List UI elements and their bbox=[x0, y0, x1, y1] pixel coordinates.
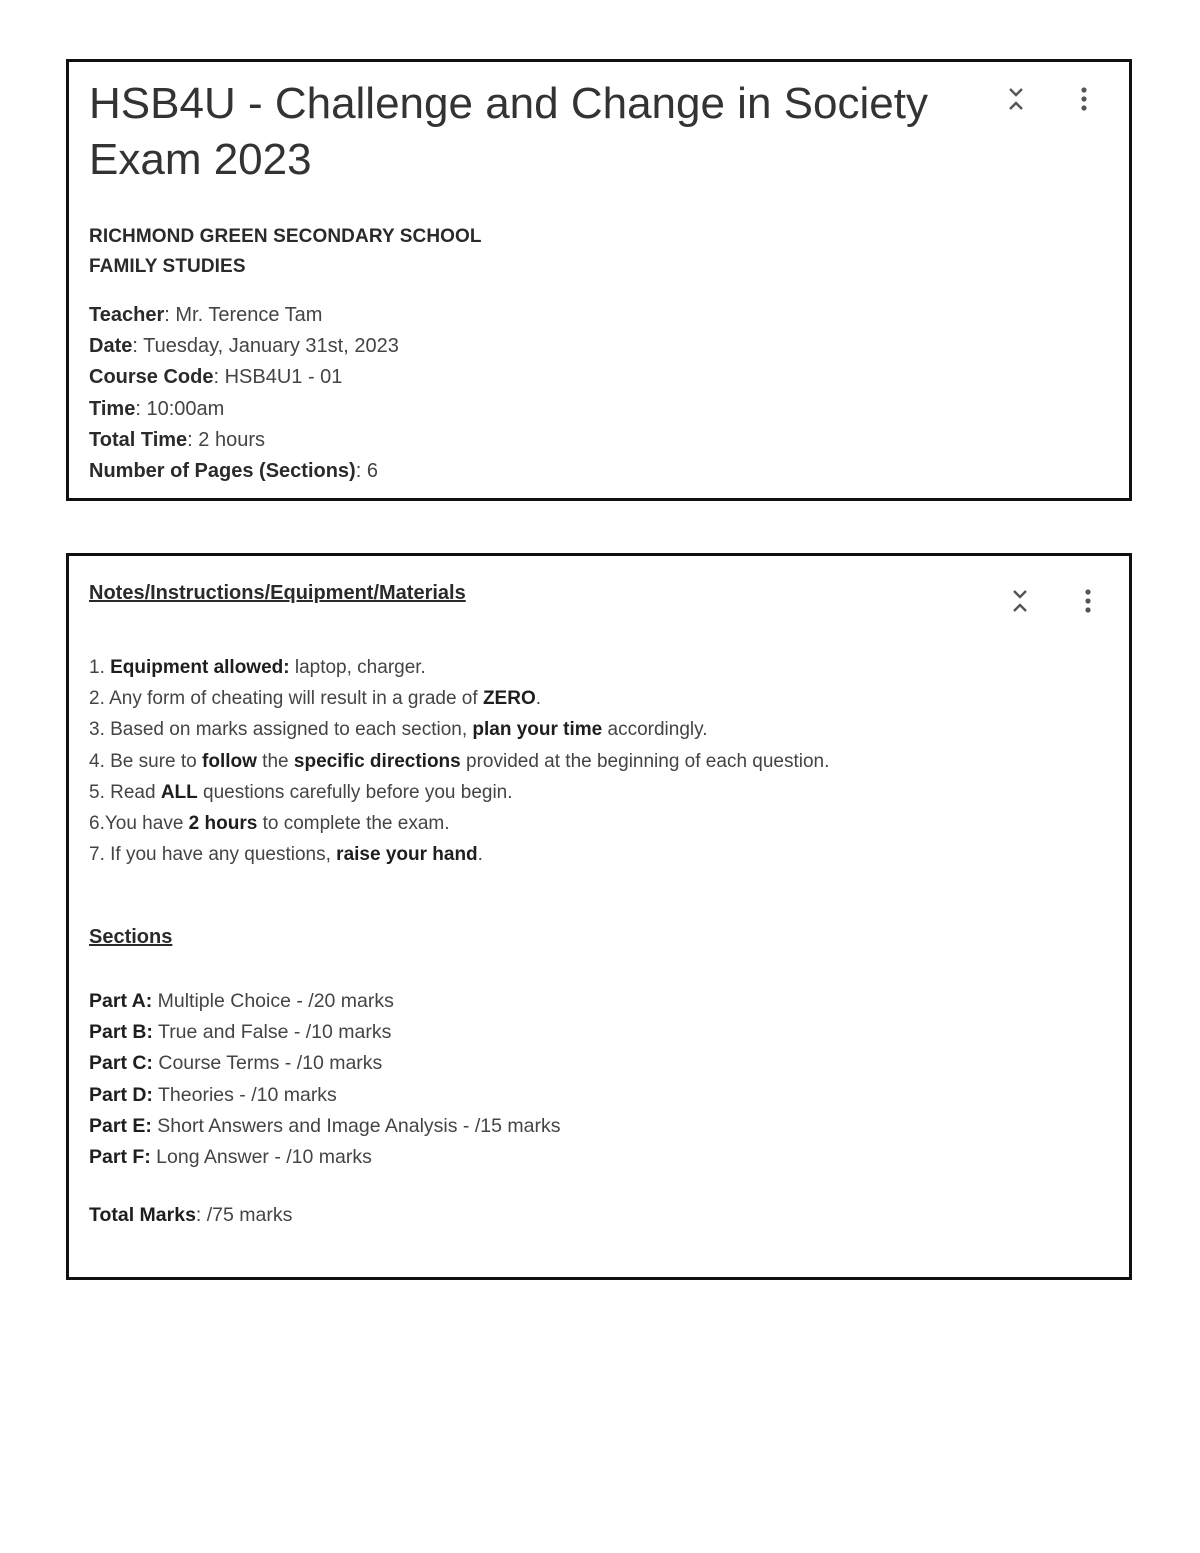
detail-label: Time bbox=[89, 397, 136, 420]
detail-value: : 10:00am bbox=[135, 397, 225, 420]
instruction-item bbox=[89, 746, 829, 777]
instruction-emphasis: raise your hand bbox=[336, 844, 478, 866]
instruction-text: to complete the exam. bbox=[257, 813, 450, 835]
part-label: Part F: bbox=[89, 1146, 151, 1169]
detail-label: Date bbox=[89, 335, 133, 358]
part-row bbox=[89, 1017, 560, 1048]
instruction-item bbox=[89, 714, 829, 745]
part-value: True and False - /10 marks bbox=[152, 1021, 392, 1044]
exam-title-line1: HSB4U - Challenge and Change in Society bbox=[89, 79, 928, 128]
instruction-text: 5. Read bbox=[89, 781, 161, 803]
total-marks-value: : /75 marks bbox=[195, 1204, 293, 1226]
total-marks bbox=[89, 1204, 292, 1227]
parts-list bbox=[89, 986, 560, 1173]
part-row bbox=[89, 1111, 560, 1142]
part-label: Part D: bbox=[89, 1083, 153, 1106]
instruction-text: questions carefully before you begin. bbox=[197, 781, 513, 803]
exam-header-card bbox=[66, 59, 1132, 501]
part-value: Multiple Choice - /20 marks bbox=[152, 990, 394, 1012]
part-label: Part C: bbox=[89, 1052, 153, 1075]
card-actions bbox=[1001, 82, 1099, 116]
instruction-text: provided at the beginning of each question. bbox=[460, 750, 830, 772]
instruction-text: accordingly. bbox=[602, 719, 708, 741]
total-marks-label: Total Marks bbox=[89, 1204, 196, 1226]
part-value: Course Terms - /10 marks bbox=[152, 1052, 383, 1075]
exam-title bbox=[89, 76, 969, 188]
instruction-text: 1. bbox=[89, 657, 111, 678]
exam-title-line2: Exam 2023 bbox=[89, 135, 312, 184]
instruction-text: the bbox=[256, 750, 294, 772]
instruction-emphasis: ALL bbox=[160, 781, 198, 803]
instruction-item bbox=[89, 839, 829, 870]
instruction-emphasis: ZERO bbox=[482, 688, 536, 710]
part-label: Part B: bbox=[89, 1021, 153, 1044]
instruction-text: 7. If you have any questions, bbox=[89, 844, 337, 866]
part-row bbox=[89, 1142, 560, 1173]
instruction-emphasis: 2 hours bbox=[188, 813, 258, 835]
instructions-card bbox=[66, 553, 1132, 1280]
detail-row-total-time bbox=[89, 425, 399, 456]
part-row bbox=[89, 986, 560, 1017]
detail-value: : HSB4U1 - 01 bbox=[213, 366, 343, 389]
instruction-item bbox=[89, 777, 829, 808]
detail-value: : Tuesday, January 31st, 2023 bbox=[132, 335, 399, 358]
collapse-icon[interactable] bbox=[1005, 584, 1035, 618]
detail-label: Total Time bbox=[89, 428, 188, 451]
more-vertical-icon[interactable] bbox=[1069, 82, 1099, 116]
detail-row-course-code bbox=[89, 362, 399, 393]
instruction-text: laptop, charger. bbox=[289, 657, 426, 678]
instruction-emphasis: specific directions bbox=[293, 750, 461, 772]
detail-label: Teacher bbox=[89, 304, 165, 326]
exam-details bbox=[89, 300, 399, 487]
department-name: FAMILY STUDIES bbox=[89, 256, 246, 277]
school-block bbox=[89, 222, 482, 282]
instruction-text: . bbox=[477, 844, 483, 866]
instruction-item bbox=[89, 652, 829, 683]
instructions-list bbox=[89, 652, 829, 870]
school-name: RICHMOND GREEN SECONDARY SCHOOL bbox=[89, 226, 482, 247]
detail-label: Course Code bbox=[89, 366, 214, 389]
part-value: Theories - /10 marks bbox=[152, 1083, 337, 1106]
part-row bbox=[89, 1048, 560, 1079]
instruction-emphasis: plan your time bbox=[472, 719, 603, 741]
instruction-text: 6.You have bbox=[89, 813, 189, 835]
detail-value: : 2 hours bbox=[187, 428, 265, 451]
detail-row-number-of-pages bbox=[89, 456, 399, 487]
part-label: Part A: bbox=[89, 990, 153, 1012]
instruction-text: 2. Any form of cheating will result in a grade of bbox=[89, 688, 483, 710]
collapse-icon[interactable] bbox=[1001, 82, 1031, 116]
instruction-item bbox=[89, 683, 829, 714]
instruction-text: 4. Be sure to bbox=[89, 750, 203, 772]
part-label: Part E: bbox=[89, 1114, 152, 1137]
detail-value: : 6 bbox=[355, 460, 378, 483]
instruction-text: 3. Based on marks assigned to each section, bbox=[89, 719, 473, 741]
detail-label: Number of Pages (Sections) bbox=[89, 460, 356, 483]
notes-heading: Notes/Instructions/Equipment/Materials bbox=[89, 582, 466, 604]
instruction-emphasis: Equipment allowed: bbox=[110, 657, 290, 678]
detail-row-teacher bbox=[89, 300, 399, 331]
instruction-text: . bbox=[535, 688, 541, 710]
more-vertical-icon[interactable] bbox=[1073, 584, 1103, 618]
instruction-emphasis: follow bbox=[202, 750, 257, 772]
detail-row-date bbox=[89, 331, 399, 362]
part-value: Long Answer - /10 marks bbox=[150, 1146, 372, 1169]
part-row bbox=[89, 1080, 560, 1111]
instruction-item bbox=[89, 808, 829, 839]
detail-row-time bbox=[89, 394, 399, 425]
sections-heading: Sections bbox=[89, 926, 173, 948]
detail-value: : Mr. Terence Tam bbox=[164, 304, 323, 326]
card-actions bbox=[1005, 584, 1103, 618]
part-value: Short Answers and Image Analysis - /15 marks bbox=[151, 1114, 561, 1137]
